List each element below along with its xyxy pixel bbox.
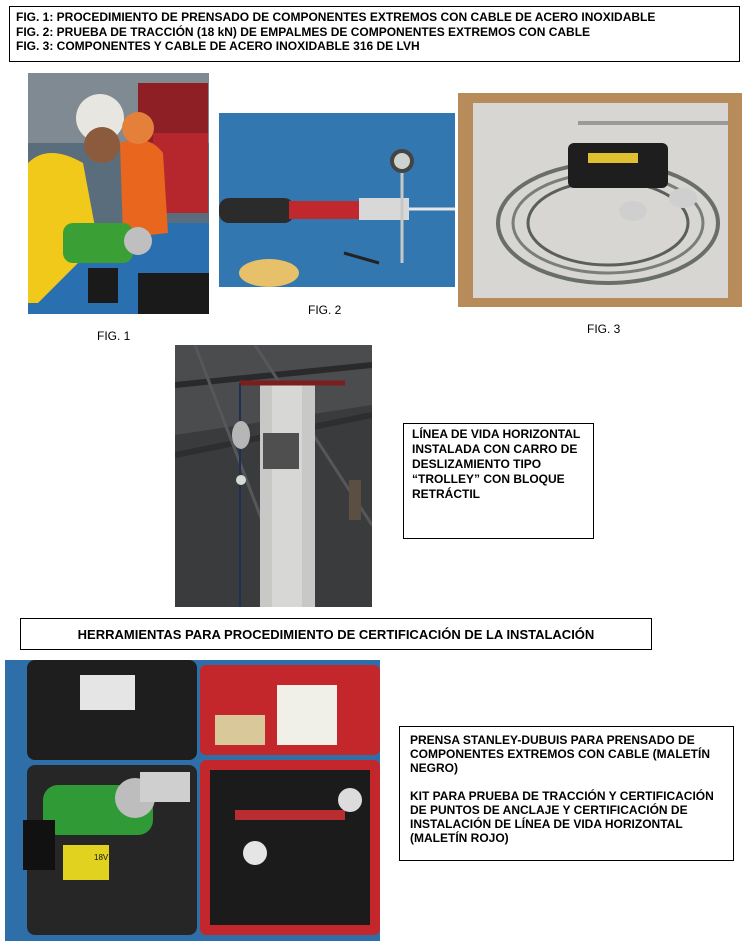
fig2-caption: FIG. 2 [308,303,342,317]
fig1-legend: FIG. 1: PROCEDIMIENTO DE PRENSADO DE COMPONENTES EXTREMOS CON CABLE DE ACERO INOXIDABLE [16,10,656,24]
fig2-legend: FIG. 2: PRUEBA DE TRACCIÓN (18 kN) DE EMPALMES DE COMPONENTES EXTREMOS CON CABLE [16,24,591,39]
press-description: PRENSA STANLEY-DUBUIS PARA PRENSADO DE COMPONENTES EXTREMOS CON CABLE (MALETÍN NEGRO) [410,733,711,775]
fig1-photo [28,73,209,314]
lifeline-photo [175,345,372,607]
fig3-photo [458,93,742,307]
tools-title-text: HERRAMIENTAS PARA PROCEDIMIENTO DE CERTIFICACIÓN DE LA INSTALACIÓN [77,627,595,642]
fig3-caption: FIG. 3 [587,322,621,336]
tools-description-box [399,726,734,861]
tools-photo [5,660,380,941]
fig2-photo [219,113,455,287]
battery-label: 18V [94,853,109,862]
fig1-caption: FIG. 1 [97,329,131,343]
kit-description: KIT PARA PRUEBA DE TRACCIÓN Y CERTIFICACIÓN DE PUNTOS DE ANCLAJE Y CERTIFICACIÓN DE INSTALACIÓN DE LÍNEA DE VIDA HORIZONTAL (MALETÍN ROJO) [410,789,714,845]
figure-legend-box [9,6,740,62]
tools-section-title [20,618,652,650]
lifeline-description-text: LÍNEA DE VIDA HORIZONTAL INSTALADA CON CARRO DE DESLIZAMIENTO TIPO “TROLLEY” CON BLOQUE RETRÁCTIL [412,427,580,501]
lifeline-description-box [403,423,594,539]
fig3-legend: FIG. 3: COMPONENTES Y CABLE DE ACERO INOXIDABLE 316 DE LVH [16,39,420,53]
